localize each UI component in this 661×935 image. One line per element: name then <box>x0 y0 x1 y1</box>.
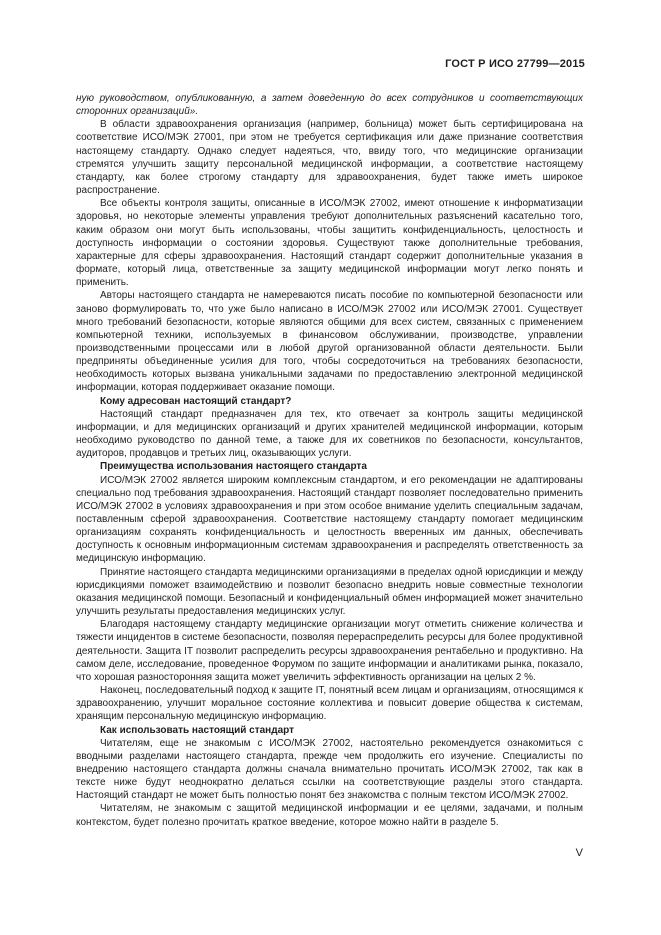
paragraph-benefits-1: ИСО/МЭК 27002 является широким комплексным стандартом, и его рекомендации не адаптированы специально под требования здравоохранения. Настоящий стандарт позволяет последовательно применить ИСО/МЭК 27002 в условиях здравоохранения и при этом особое внимание уделить специальным задачам, поставленным сферой здравоохранения. Соответствие настоящему стандарту помогает медицинским организациям сохранять конфиденциальность и целостность вверенных им данных, обеспечивать доступность к основным информационным системам здравоохранения и распределять ответственность за медицинскую информацию. <box>76 474 583 565</box>
paragraph-control-objects: Все объекты контроля защиты, описанные в ИСО/МЭК 27002, имеют отношение к информатизации здоровья, но некоторые элементы управления требуют дополнительных разъяснений касательно того, каким образом они могут быть использованы, чтобы защитить конфиденциальность, целостность и доступность информации о состоянии здоровья. Существуют также дополнительные требования, характерные для сферы здравоохранения. Настоящий стандарт содержит дополнительные указания в формате, который лица, ответственные за защиту медицинской информации могут легко понять и применить. <box>76 198 583 289</box>
document-body <box>76 92 583 829</box>
page-number: V <box>575 847 583 859</box>
paragraph-how-to-use-1: Читателям, еще не знакомым с ИСО/МЭК 27002, настоятельно рекомендуется ознакомиться с вводными разделами настоящего стандарта, прежде чем продолжить его изучение. Специалисты по внедрению настоящего стандарта должны сначала внимательно прочитать ИСО/МЭК 27002, так как в тексте ниже будут неоднократно делаться ссылки на соответствующие разделы этого стандарта. Настоящий стандарт не может быть полностью понят без знакомства с полным текстом ИСО/МЭК 27002. <box>76 737 583 802</box>
heading-audience: Кому адресован настоящий стандарт? <box>100 395 292 407</box>
paragraph-audience: Настоящий стандарт предназначен для тех, кто отвечает за контроль защиты медицинской информации, и для медицинских организаций и других хранителей медицинской информации, которым необходимо руководство по данной теме, а также для их советников по безопасности, консультантов, аудиторов, продавцов и третьих лиц, оказывающих услуги. <box>76 408 583 460</box>
paragraph-authors: Авторы настоящего стандарта не намереваются писать пособие по компьютерной безопасности или заново формулировать то, что уже было написано в ИСО/МЭК 27002 или ИСО/МЭК 27001. Существует много требований безопасности, которые являются общими для всех систем, связанных с применением компьютерной техники, используемых в финансовом обслуживании, производстве, управлении производственными процессами или в любой другой организованной области деятельности. Были предприняты объединенные усилия для того, чтобы сосредоточиться на требованиях безопасности, необходимость которых вызвана уникальными задачами по предоставлению электронной медицинской информации, которая поддерживает оказание помощи. <box>76 290 583 394</box>
paragraph-how-to-use-2: Читателям, не знакомым с защитой медицинской информации и ее целями, задачами, и полным контекстом, будет полезно прочитать краткое введение, которое можно найти в разделе 5. <box>76 803 583 828</box>
heading-how-to-use: Как использовать настоящий стандарт <box>100 724 295 736</box>
paragraph-certification: В области здравоохранения организация (например, больница) может быть сертифицирована на соответствие ИСО/МЭК 27001, при этом не требуется сертификация или даже признание соответствия настоящему стандарту. Однако следует надеяться, что, ввиду того, что медицинские организации стремятся улучшить защиту персональной медицинской информации, а соответствие настоящему стандарту, как более строгому стандарту для здравоохранения, будет также иметь широкое распространение. <box>76 119 583 197</box>
paragraph-benefits-3: Благодаря настоящему стандарту медицинские организации могут отметить снижение количества и тяжести инцидентов в системе безопасности, позволяя перераспределить ресурсы для более продуктивной деятельности. Защита IT позволит распределить ресурсы здравоохранения рентабельно и продуктивно. На самом деле, исследование, проведенное Форумом по защите информации и аналитиками рынка, показало, что хорошая разносторонняя защита может увеличить эффективность организации на целых 2 %. <box>76 619 583 683</box>
heading-benefits: Преимущества использования настоящего стандарта <box>100 461 367 473</box>
paragraph-benefits-4: Наконец, последовательный подход к защите IT, понятный всем лицам и организациям, относящимся к здравоохранению, улучшит моральное состояние коллектива и повысит доверие общества к системам, хранящим персональную медицинскую информацию. <box>76 685 583 723</box>
paragraph-benefits-2: Принятие настоящего стандарта медицинскими организациями в пределах одной юрисдикции и между юрисдикциями поможет взаимодействию и позволит безопасно внедрить новые совместные технологии оказания медицинской помощи. Безопасный и конфиденциальный обмен информацией может значительно улучшить результаты предоставления медицинских услуг. <box>76 566 583 618</box>
paragraph-continuation: ную руководством, опубликованную, а затем доведенную до всех сотрудников и соответствующих сторонних организаций». <box>76 93 583 118</box>
document-header: ГОСТ Р ИСО 27799—2015 <box>445 58 585 70</box>
